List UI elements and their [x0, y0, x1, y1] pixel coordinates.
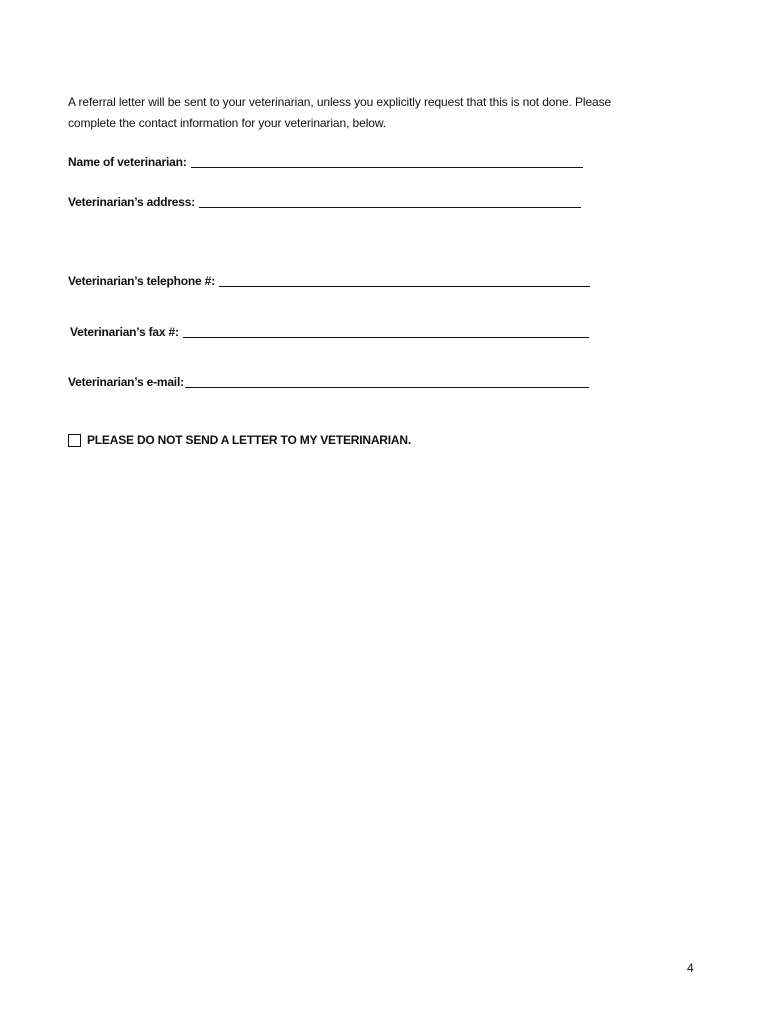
optout-row [68, 433, 411, 447]
optout-label: PLEASE DO NOT SEND A LETTER TO MY VETERINARIAN. [87, 433, 411, 447]
vet-telephone-label: Veterinarian’s telephone #: [68, 274, 215, 288]
vet-name-field [68, 155, 583, 169]
intro-line-2: complete the contact information for your veterinarian, below. [68, 116, 386, 130]
vet-fax-input-line[interactable] [183, 326, 589, 338]
vet-fax-label: Veterinarian’s fax #: [70, 325, 179, 339]
intro-paragraph [68, 92, 688, 134]
vet-telephone-input-line[interactable] [219, 275, 590, 287]
vet-name-label: Name of veterinarian: [68, 155, 187, 169]
vet-email-field [68, 375, 589, 389]
vet-email-label: Veterinarian’s e-mail: [68, 375, 184, 389]
intro-line-1: A referral letter will be sent to your veterinarian, unless you explicitly request that this is not done. Please [68, 95, 612, 109]
vet-fax-field [70, 325, 589, 339]
vet-name-input-line[interactable] [191, 156, 583, 168]
vet-telephone-field [68, 274, 590, 288]
vet-email-input-line[interactable] [185, 376, 589, 388]
vet-address-field [68, 195, 581, 209]
vet-address-input-line[interactable] [199, 196, 581, 208]
optout-checkbox[interactable] [68, 434, 81, 447]
page-number: 4 [687, 961, 694, 975]
vet-address-label: Veterinarian’s address: [68, 195, 196, 209]
